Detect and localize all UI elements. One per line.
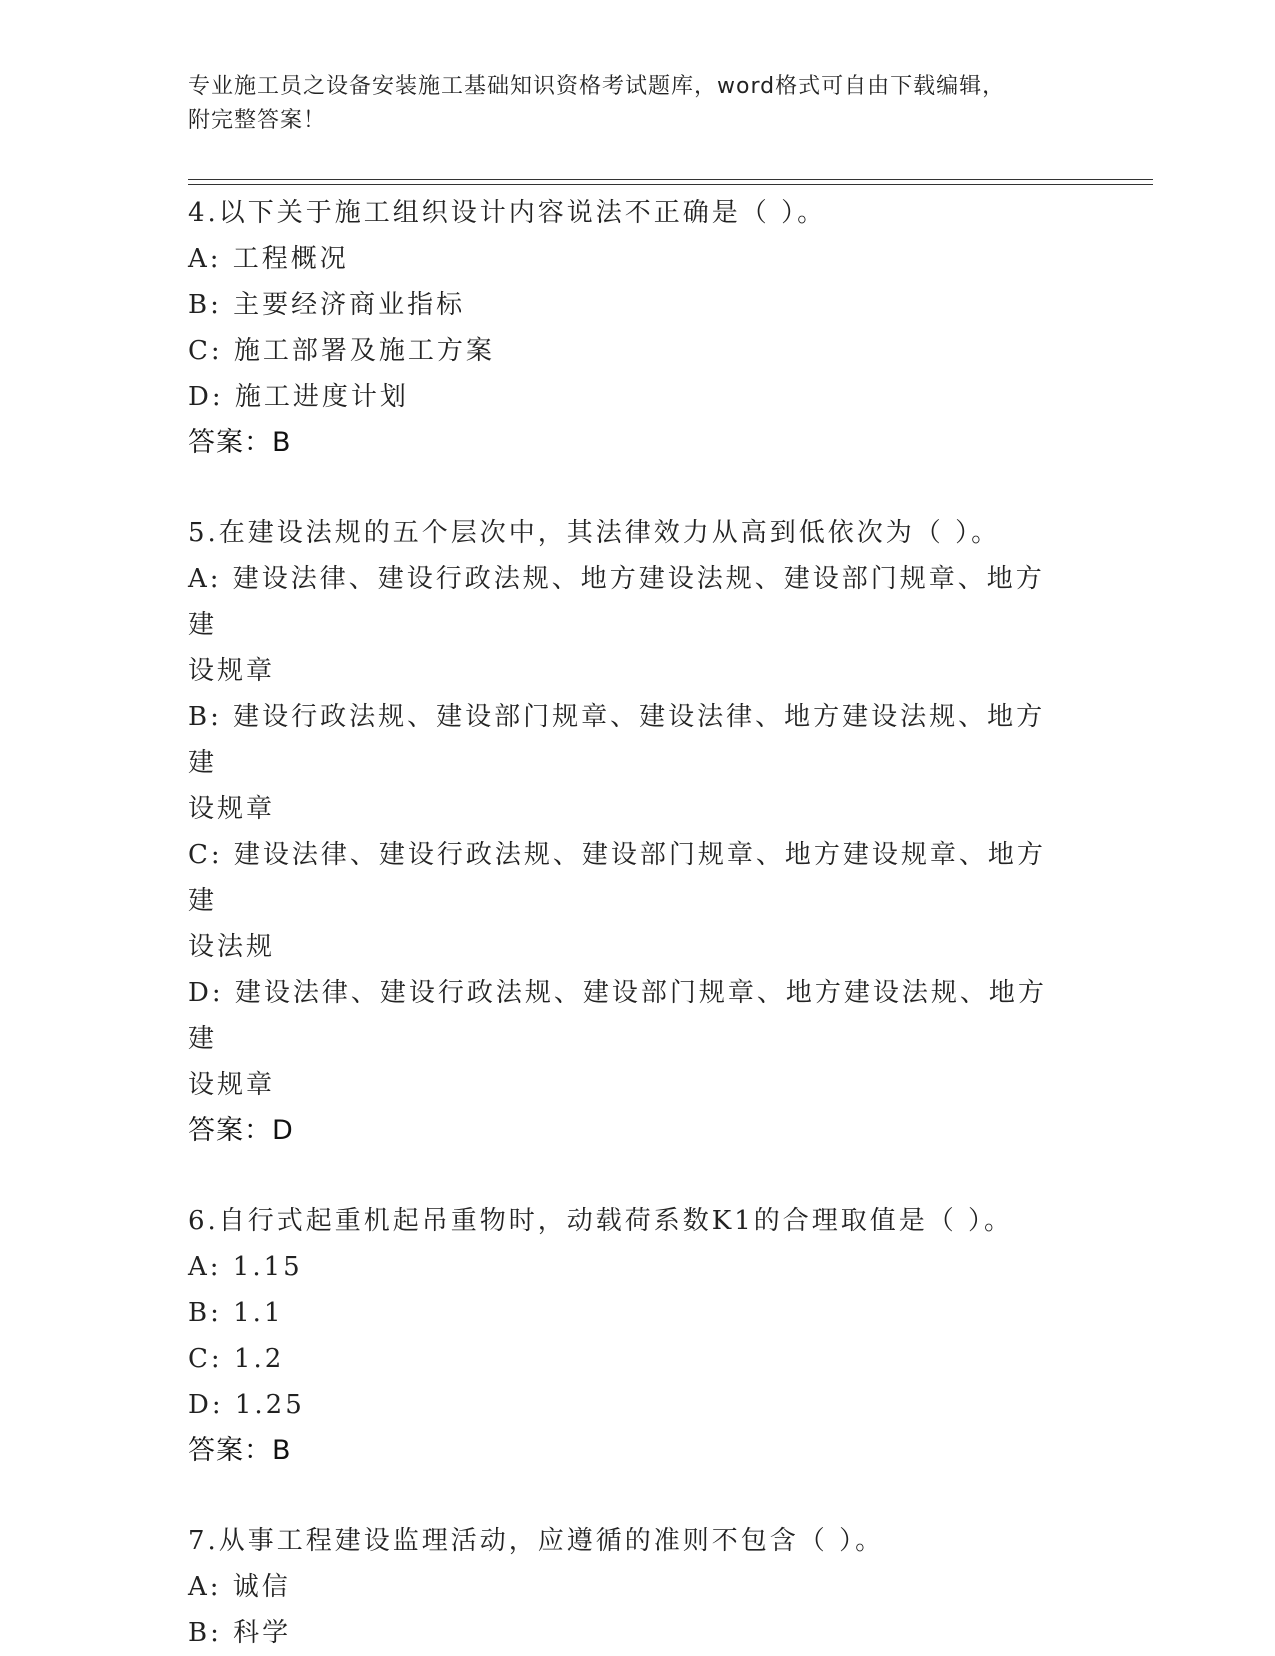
option-d: D: 1.25 — [188, 1390, 305, 1420]
answer-label: 答案：B — [188, 427, 292, 458]
option-d: D: 施工进度计划 — [188, 382, 409, 412]
question-stem: 4.以下关于施工组织设计内容说法不正确是（ ）。 — [188, 198, 827, 228]
answer-label: 答案：D — [188, 1115, 294, 1146]
option-a: A: 工程概况 — [188, 244, 349, 274]
option-b: B: 主要经济商业指标 — [188, 290, 466, 320]
question-stem: 7.从事工程建设监理活动，应遵循的准则不包含（ ）。 — [188, 1526, 885, 1556]
option-c: C: 建设法律、建设行政法规、建设部门规章、地方建设规章、地方建 — [188, 840, 1046, 916]
option-b: B: 建设行政法规、建设部门规章、建设法律、地方建设法规、地方建 — [188, 702, 1046, 778]
header-divider-bottom — [188, 184, 1153, 185]
header-divider-top — [188, 179, 1153, 180]
question-7 — [188, 1518, 1068, 1656]
spacer — [188, 1154, 1068, 1198]
spacer — [188, 466, 1068, 510]
document-header — [188, 70, 1068, 138]
option-a-continued: 设规章 — [188, 656, 276, 686]
option-a: A: 建设法律、建设行政法规、地方建设法规、建设部门规章、地方建 — [188, 564, 1045, 640]
option-a: A: 诚信 — [188, 1572, 291, 1602]
question-stem: 6.自行式起重机起吊重物时，动载荷系数K1的合理取值是（ ）。 — [188, 1206, 1014, 1236]
question-5 — [188, 510, 1068, 1154]
option-d-continued: 设规章 — [188, 1070, 276, 1100]
spacer — [188, 1474, 1068, 1518]
option-b: B: 科学 — [188, 1618, 292, 1648]
option-b: B: 1.1 — [188, 1298, 284, 1328]
option-c: C: 1.2 — [188, 1344, 285, 1374]
option-c-continued: 设法规 — [188, 932, 276, 962]
question-list — [188, 190, 1068, 1656]
header-line-1: 专业施工员之设备安装施工基础知识资格考试题库，word格式可自由下载编辑， — [188, 74, 1006, 99]
question-6 — [188, 1198, 1068, 1474]
header-line-2: 附完整答案！ — [188, 108, 327, 133]
question-stem: 5.在建设法规的五个层次中，其法律效力从高到低依次为（ ）。 — [188, 518, 1001, 548]
option-d: D: 建设法律、建设行政法规、建设部门规章、地方建设法规、地方建 — [188, 978, 1047, 1054]
option-b-continued: 设规章 — [188, 794, 276, 824]
question-4 — [188, 190, 1068, 466]
option-c: C: 施工部署及施工方案 — [188, 336, 495, 366]
option-a: A: 1.15 — [188, 1252, 303, 1282]
answer-label: 答案：B — [188, 1435, 292, 1466]
